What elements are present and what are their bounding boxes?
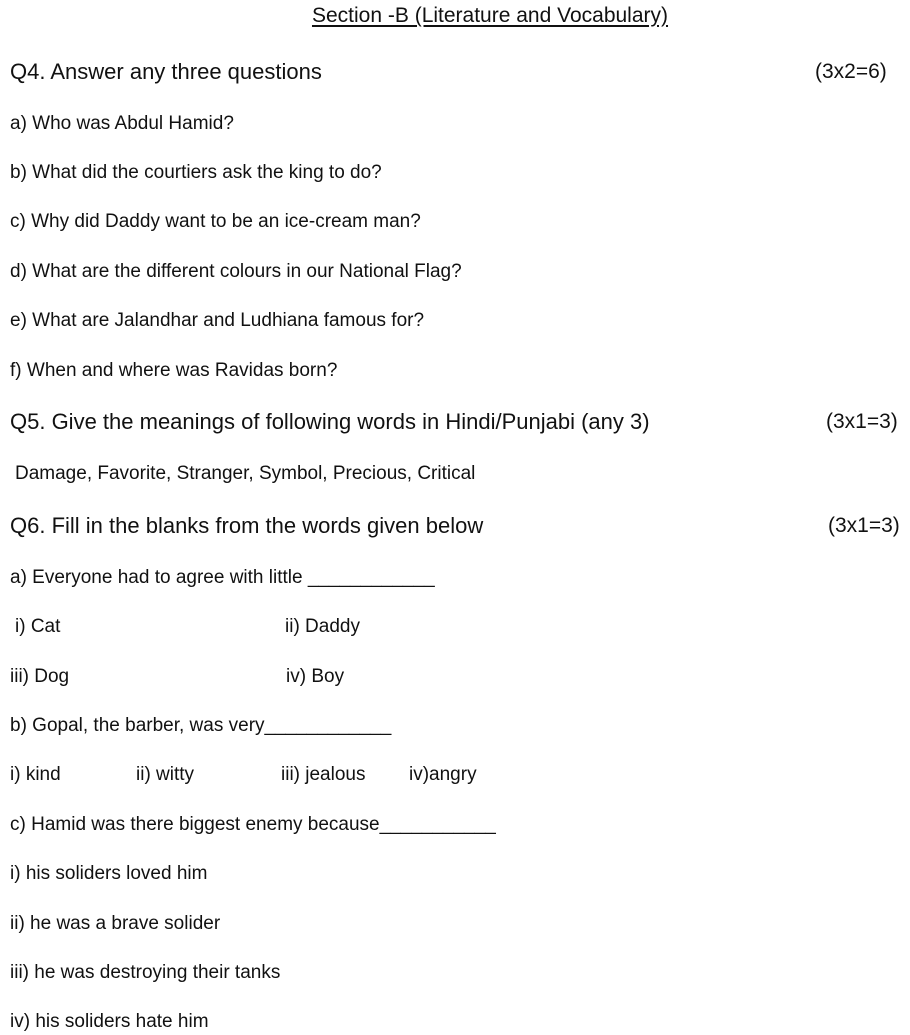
q4-item-b: b) What did the courtiers ask the king to do? [10, 162, 382, 183]
q4-item-f: f) When and where was Ravidas born? [10, 360, 338, 381]
q6-marks: (3x1=3) [828, 514, 900, 537]
q5-word-list: Damage, Favorite, Stranger, Symbol, Precious, Critical [15, 463, 476, 484]
q4-heading: Q4. Answer any three questions [10, 59, 322, 84]
q6-b-question: b) Gopal, the barber, was very____________ [10, 715, 392, 736]
q6-b-option-2: ii) witty [136, 764, 195, 785]
q6-c-option-3: iii) he was destroying their tanks [10, 962, 281, 983]
q5-marks: (3x1=3) [826, 410, 898, 433]
q6-a-option-3: iii) Dog [10, 666, 70, 687]
q6-heading: Q6. Fill in the blanks from the words given below [10, 513, 484, 538]
q6-c-question: c) Hamid was there biggest enemy because___________ [10, 814, 496, 835]
q6-a-option-1: i) Cat [15, 616, 61, 637]
q6-b-option-3: iii) jealous [281, 764, 366, 785]
q6-b-option-4: iv)angry [409, 764, 477, 785]
section-title: Section -B (Literature and Vocabulary) [311, 4, 669, 27]
q4-item-c: c) Why did Daddy want to be an ice-cream man? [10, 211, 421, 232]
q6-a-question: a) Everyone had to agree with little ____________ [10, 567, 435, 588]
q6-c-option-1: i) his soliders loved him [10, 863, 208, 884]
q4-item-e: e) What are Jalandhar and Ludhiana famous for? [10, 310, 425, 331]
q5-heading: Q5. Give the meanings of following words in Hindi/Punjabi (any 3) [10, 409, 650, 434]
q6-c-option-2: ii) he was a brave solider [10, 913, 221, 934]
q4-item-d: d) What are the different colours in our National Flag? [10, 261, 462, 282]
q4-item-a: a) Who was Abdul Hamid? [10, 113, 234, 134]
q6-a-option-4: iv) Boy [286, 666, 345, 687]
q6-b-option-1: i) kind [10, 764, 61, 785]
q6-c-option-4: iv) his soliders hate him [10, 1011, 209, 1032]
q6-a-option-2: ii) Daddy [285, 616, 360, 637]
q4-marks: (3x2=6) [815, 60, 887, 83]
